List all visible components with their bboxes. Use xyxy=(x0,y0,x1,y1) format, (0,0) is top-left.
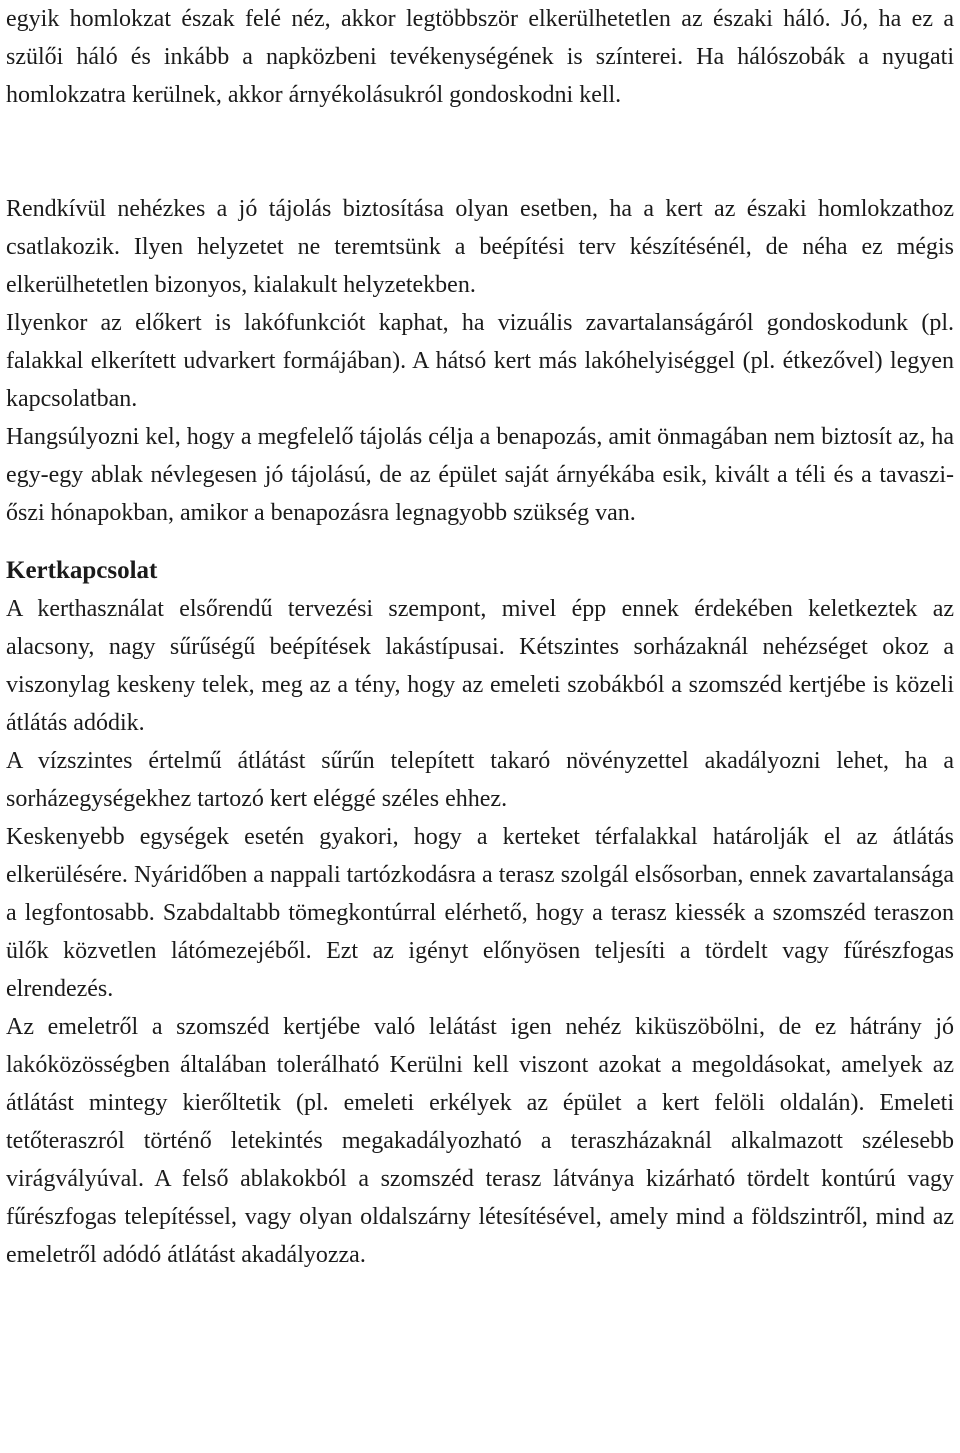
section-heading: Kertkapcsolat xyxy=(6,557,158,584)
horizontal-view-paragraph: A vízszintes értelmű átlátást sűrűn telepített takaró növényzettel akadályozni lehet, ha a sorházegységekhez tartozó kert eléggé széles ehhez. xyxy=(6,748,954,812)
document-page xyxy=(6,0,954,1274)
front-garden-paragraph: Ilyenkor az előkert is lakófunkciót kaphat, ha vizuális zavartalanságáról gondoskodunk (pl. falakkal elkerített udvarkert formájában). A hátsó kert más lakóhelyiséggel (pl. étkezővel) legyen kapcsolatban. xyxy=(6,310,954,412)
intro-paragraph: egyik homlokzat észak felé néz, akkor legtöbbször elkerülhetetlen az északi háló. Jó, ha ez a szülői háló és inkább a napközbeni tevékenységének is színterei. Ha hálószobák a nyugati homlokzatra kerülnek, akkor árnyékolásukról gondoskodni kell. xyxy=(6,6,954,108)
garden-use-paragraph: A kerthasználat elsőrendű tervezési szempont, mivel épp ennek érdekében keletkeztek az alacsony, nagy sűrűségű beépítések lakástípusai. Kétszintes sorházaknál nehézséget okoz a viszonylag keskeny telek, meg az a tény, hogy az emeleti szobákból a szomszéd kertjébe is közeli átlátás adódik. xyxy=(6,596,954,736)
upper-floor-paragraph: Az emeletről a szomszéd kertjébe való lelátást igen nehéz kiküszöbölni, de ez hátrány jó lakóközösségben általában tolerálható Kerülni kell viszont azokat a megoldásokat, amelyek az átlátást mintegy kierőltetik (pl. emeleti erkélyek az épület a kert felöli oldalán). Emeleti tetőteraszról történő letekintés megakadályozható a teraszházaknál alkalmazott szélesebb virágvályúval. A felső ablakokból a szomszéd terasz látványa kizárható tördelt kontúrú vagy fűrészfogas telepítéssel, vagy olyan oldalszárny létesítésével, amely mind a földszintről, mind az emeletről adódó átlátást akadályozza. xyxy=(6,1014,954,1268)
narrow-units-paragraph: Keskenyebb egységek esetén gyakori, hogy a kerteket térfalakkal határolják el az átlátás elkerülésére. Nyáridőben a nappali tartózkodásra a terasz szolgál elsősorban, ennek zavartalansága a legfontosabb. Szabdaltabb tömegkontúrral elérhető, hogy a terasz kiessék a szomszéd teraszon ülők közvetlen látómezejéből. Ezt az igényt előnyösen teljesíti a tördelt vagy fűrészfogas elrendezés. xyxy=(6,824,954,1002)
north-garden-paragraph: Rendkívül nehézkes a jó tájolás biztosítása olyan esetben, ha a kert az északi homlokzathoz csatlakozik. Ilyen helyzetet ne teremtsünk a beépítési terv készítésénél, de néha ez mégis elkerülhetetlen bizonyos, kialakult helyzetekben. xyxy=(6,196,954,298)
orientation-paragraph: Hangsúlyozni kel, hogy a megfelelő tájolás célja a benapozás, amit önmagában nem biztosít az, ha egy-egy ablak névlegesen jó tájolású, de az épület saját árnyékába esik, kivált a téli és a tavaszi-őszi hónapokban, amikor a benapozásra legnagyobb szükség van. xyxy=(6,424,954,526)
